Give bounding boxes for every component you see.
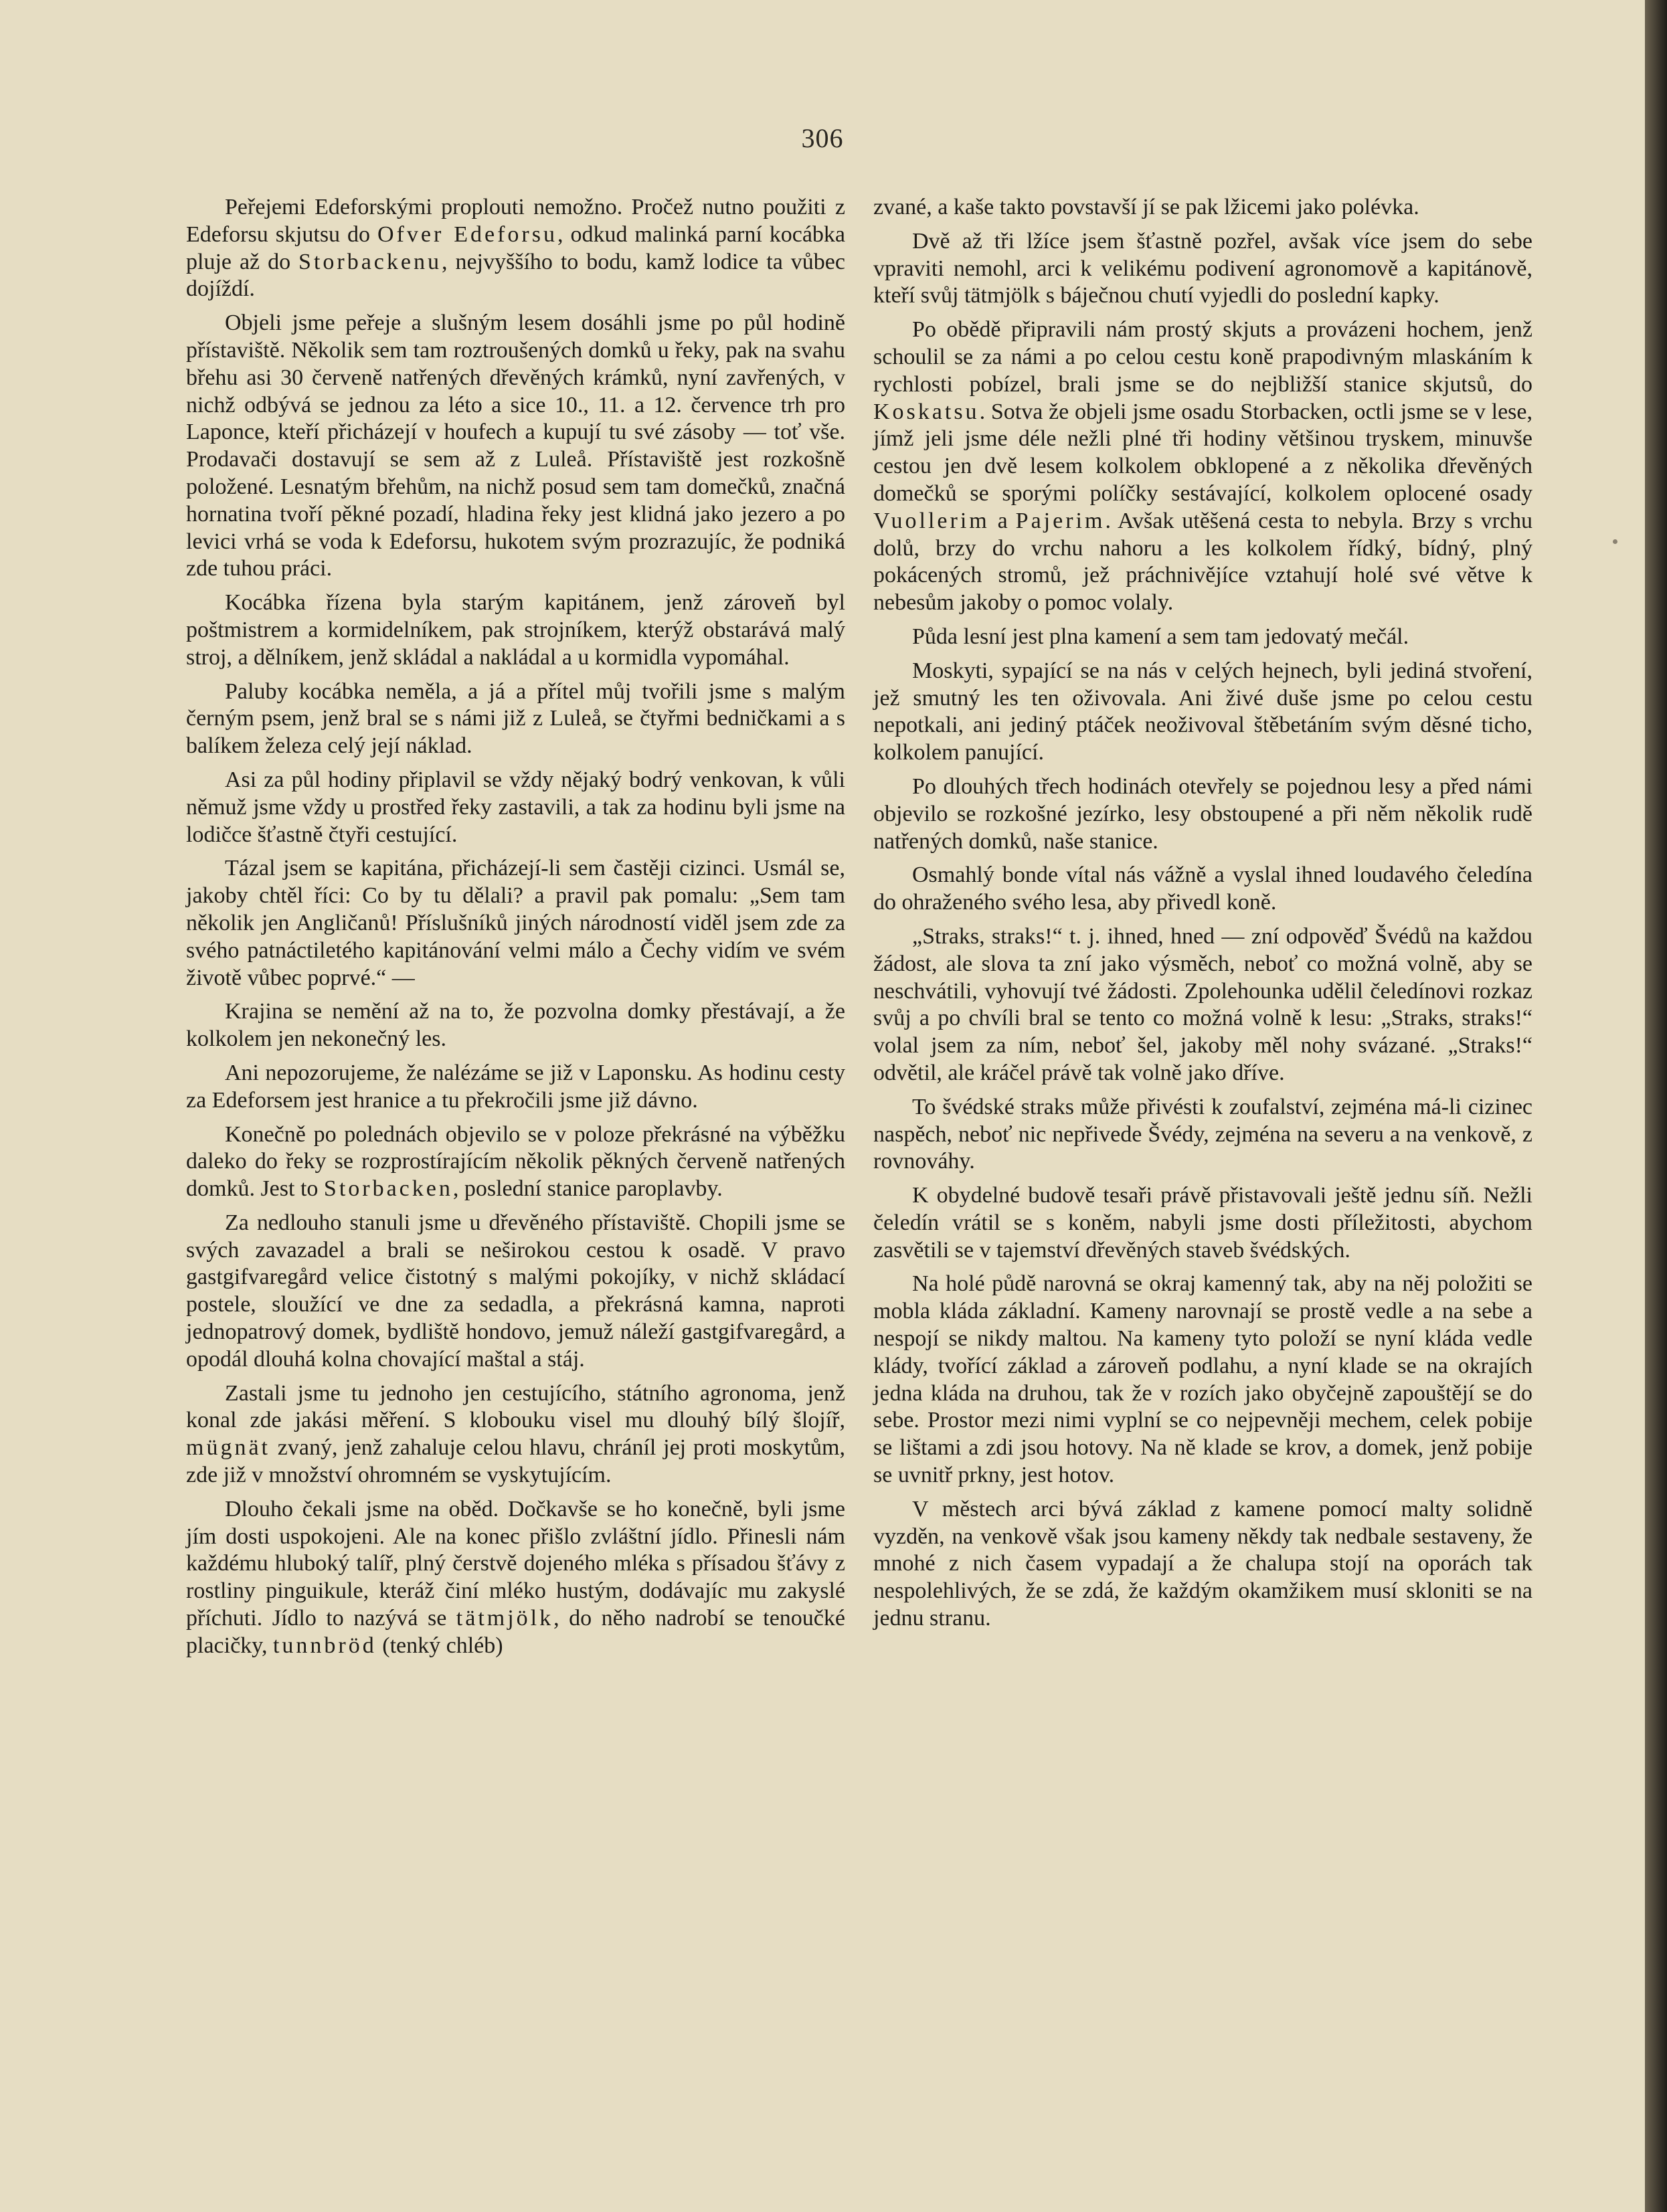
paragraph: Krajina se nemění až na to, že pozvolna domky přestávají, a že kolkolem jen nekonečný les. [186, 999, 845, 1052]
page-speck [1613, 539, 1617, 544]
page-edge-shadow [1645, 0, 1667, 2212]
paragraph: Osmahlý bonde vítal nás vážně a vyslal ihned loudavého čeledína do ohraženého svého lesa, aby přivedl koně. [873, 862, 1532, 915]
paragraph: Za nedlouho stanuli jsme u dřevěného přístaviště. Chopili jsme se svých zavazadel a brali se neširokou cestou k osadě. V pravo gastgifvaregård velice čistotný s malými pokojíky, v nichž skládací postele, sloužící ve dne za sedadla, a překrásná kamna, naproti jednopatrový domek, bydliště hondovo, jemuž náleží gastgifvaregård, a opodál dlouhá kolna chovající maštal a stáj. [186, 1210, 845, 1372]
paragraph: Peřejemi Edeforskými proplouti nemožno. Pročež nutno použiti z Edeforsu skjutsu do Ofver Edeforsu, odkud malinká parní kocábka pluje až do Storbackenu, nejvyššího to bodu, kamž lodice ta vůbec dojíždí. [186, 195, 846, 302]
paragraph: Kocábka řízena byla starým kapitánem, jenž zároveň byl poštmistrem a kormidelníkem, pak strojníkem, kterýž obstarává malý stroj, a dělníkem, jenž skládal a nakládal a u kormidla vypomáhal. [186, 590, 845, 670]
left-column [186, 194, 845, 1667]
paragraph: Asi za půl hodiny připlavil se vždy nějaký bodrý venkovan, k vůli němuž jsme vždy u prostřed řeky zastavili, a tak za hodinu byli jsme na lodičce šťastně čtyři cestující. [186, 767, 845, 847]
paragraph: K obydelné budově tesaři právě přistavovali ještě jednu síň. Nežli čeledín vrátil se s koněm, nabyli jsme dosti příležitosti, abychom zasvětili se v tajemství dřevěných staveb švédských. [873, 1183, 1532, 1263]
paragraph: Dvě až tři lžíce jsem šťastně pozřel, avšak více jsem do sebe vpraviti nemohl, arci k velikému podivení agronomově a kapitánově, kteří svůj tätmjölk s báječnou chutí vyjedli do poslední kapky. [873, 228, 1532, 308]
paragraph: Paluby kocábka neměla, a já a přítel můj tvořili jsme s malým černým psem, jenž bral se s námi již z Luleå, se čtyřmi bedničkami a s balíkem železa celý její náklad. [186, 678, 845, 759]
paragraph: Na holé půdě narovná se okraj kamenný tak, aby na něj položiti se mobla kláda základní. Kameny narovnají se prostě vedle a na sebe a nespojí se nikdy maltou. Na kameny tyto položí se nyní kláda vedle klády, tvořící základ a zároveň podlahu, a nyní klade se na okrajích jedna kláda na druhou, tak že v rozích jako obyčejně zapouštějí se do sebe. Prostor mezi nimi vyplní se co nejpevněji mechem, celek pobije se lištami a zdi jsou hotovy. Na ně klade se krov, a domek, jenž pobije se uvnitř prkny, jest hotov. [873, 1271, 1532, 1488]
paragraph: V městech arci bývá základ z kamene pomocí malty solidně vyzděn, na venkově však jsou kameny někdy tak nedbale sestaveny, že mnohé z nich časem vypadají a že chalupa stojí na oporách tak nespolehlivých, že se zdá, že každým okamžikem musí skloniti se na jednu stranu. [873, 1496, 1532, 1631]
paragraph: Půda lesní jest plna kamení a sem tam jedovatý mečál. [912, 624, 1409, 649]
paragraph: zvané, a kaše takto povstavší jí se pak lžicemi jako polévka. [873, 195, 1419, 219]
paragraph: To švédské straks může přivésti k zoufalství, zejména má-li cizinec naspěch, neboť nic nepřivede Švédy, zejména na severu a na venkově, z rovnováhy. [873, 1094, 1532, 1174]
paragraph: Tázal jsem se kapitána, přicházejí-li sem častěji cizinci. Usmál se, jakoby chtěl říci: Co by tu dělali? a pravil pak pomalu: „Sem tam několik jen Angličanů! Příslušníků jiných národností viděl jsem zde za svého patnáctiletého kapitánování velmi málo a Čechy vidím ve svém životě vůbec poprvé.“ — [186, 856, 845, 990]
paragraph: Ani nepozorujeme, že nalézáme se již v Laponsku. As hodinu cesty za Edeforsem jest hranice a tu překročili jsme již dávno. [186, 1060, 845, 1113]
paragraph: Konečně po polednách objevilo se v poloze překrásné na výběžku daleko do řeky se rozprostírajícím několik pěkných červeně natřených domků. Jest to Storbacken, poslední stanice paroplavby. [186, 1121, 845, 1202]
paragraph: „Straks, straks!“ t. j. ihned, hned — zní odpověď Švédů na každou žádost, ale slova ta zní jako výsměch, neboť co možná volně, aby se neschvátili, vyhovují tvé žádosti. Zpolehounka udělil čeledínovi rozkaz svůj a po chvíli bral se tento co možná volně k lesu: „Straks, straks!“ volal jsem za ním, neboť šel, jakoby měl nohy svázané. „Straks!“ odvětil, ale kráčel právě tak volně jako dříve. [873, 923, 1532, 1085]
page-number: 306 [801, 123, 844, 153]
paragraph: Moskyti, sypající se na nás v celých hejnech, byli jediná stvoření, jež smutný les ten oživovala. Ani živé duše jsme po celou cestu nepotkali, ani jediný ptáček neoživoval štěbetáním svým děsné ticho, kolkolem panující. [873, 658, 1532, 765]
right-column [873, 194, 1532, 1639]
paragraph: Dlouho čekali jsme na oběd. Dočkavše se ho konečně, byli jsme jím dosti uspokojeni. Ale na konec přišlo zvláštní jídlo. Přinesli nám každému hluboký talíř, plný čerstvě dojeného mléka s přísadou šťávy z rostliny pinguikule, kteráž činí mléko hustým, dodávajíc mu zakyslé příchuti. Jídlo to nazývá se tätmjölk, do něho nadrobí se tenoučké placičky, tunnbröd (tenký chléb) [186, 1496, 845, 1658]
paragraph: Objeli jsme peřeje a slušným lesem dosáhli jsme po půl hodině přístaviště. Několik sem tam roztroušených domků u řeky, pak na svahu břehu asi 30 červeně natřených dřevěných krámků, nyní zavřených, v nichž odbývá se jednou za léto a sice 10., 11. a 12. července trh pro Laponce, kteří přicházejí v houfech a kupují tu své zásoby — toť vše. Prodavači dostavují se sem až z Luleå. Přístaviště jest rozkošně položené. Lesnatým břehům, na nichž posud sem tam domečků, značná hornatina tvoří pěkné pozadí, hladina řeky jest klidná jako jezero a po levici vrhá se voda k Edeforsu, hukotem svým prozrazujíc, že podniká zde tuhou práci. [186, 310, 845, 581]
paragraph: Zastali jsme tu jednoho jen cestujícího, státního agronoma, jenž konal zde jakási měření. S klobouku visel mu dlouhý bílý šlojíř, mügnät zvaný, jenž zahaluje celou hlavu, chráníl jej proti moskytům, zde již v množství ohromném se vyskytujícím. [186, 1380, 845, 1488]
paragraph: Po dlouhých třech hodinách otevřely se pojednou lesy a před námi objevilo se rozkošné jezírko, lesy obstoupené a při něm několik rudě natřených domků, naše stanice. [873, 773, 1532, 854]
paragraph: Po obědě připravili nám prostý skjuts a provázeni hochem, jenž schoulil se za námi a po celou cestu koně prapodivným mlaskáním k rychlosti pobízel, brali jsme se do nejbližší stanice skjutsů, do Koskatsu. Sotva že objeli jsme osadu Storbacken, octli jsme se v lese, jímž jeli jsme déle nežli plné tři hodiny většinou tryskem, minuvše cestou jen dvě lesem kolkolem obklopené a z několika dřevěných domečků se sporými políčky sestávající, kolkolem oplocené osady Vuollerim a Pajerim. Avšak utěšená cesta to nebyla. Brzy s vrchu dolů, brzy do vrchu nahoru a les kolkolem řídký, bídný, plný pokácených stromů, jež práchnivějíce vztahují holé své větve k nebesům jakoby o pomoc volaly. [873, 317, 1533, 616]
